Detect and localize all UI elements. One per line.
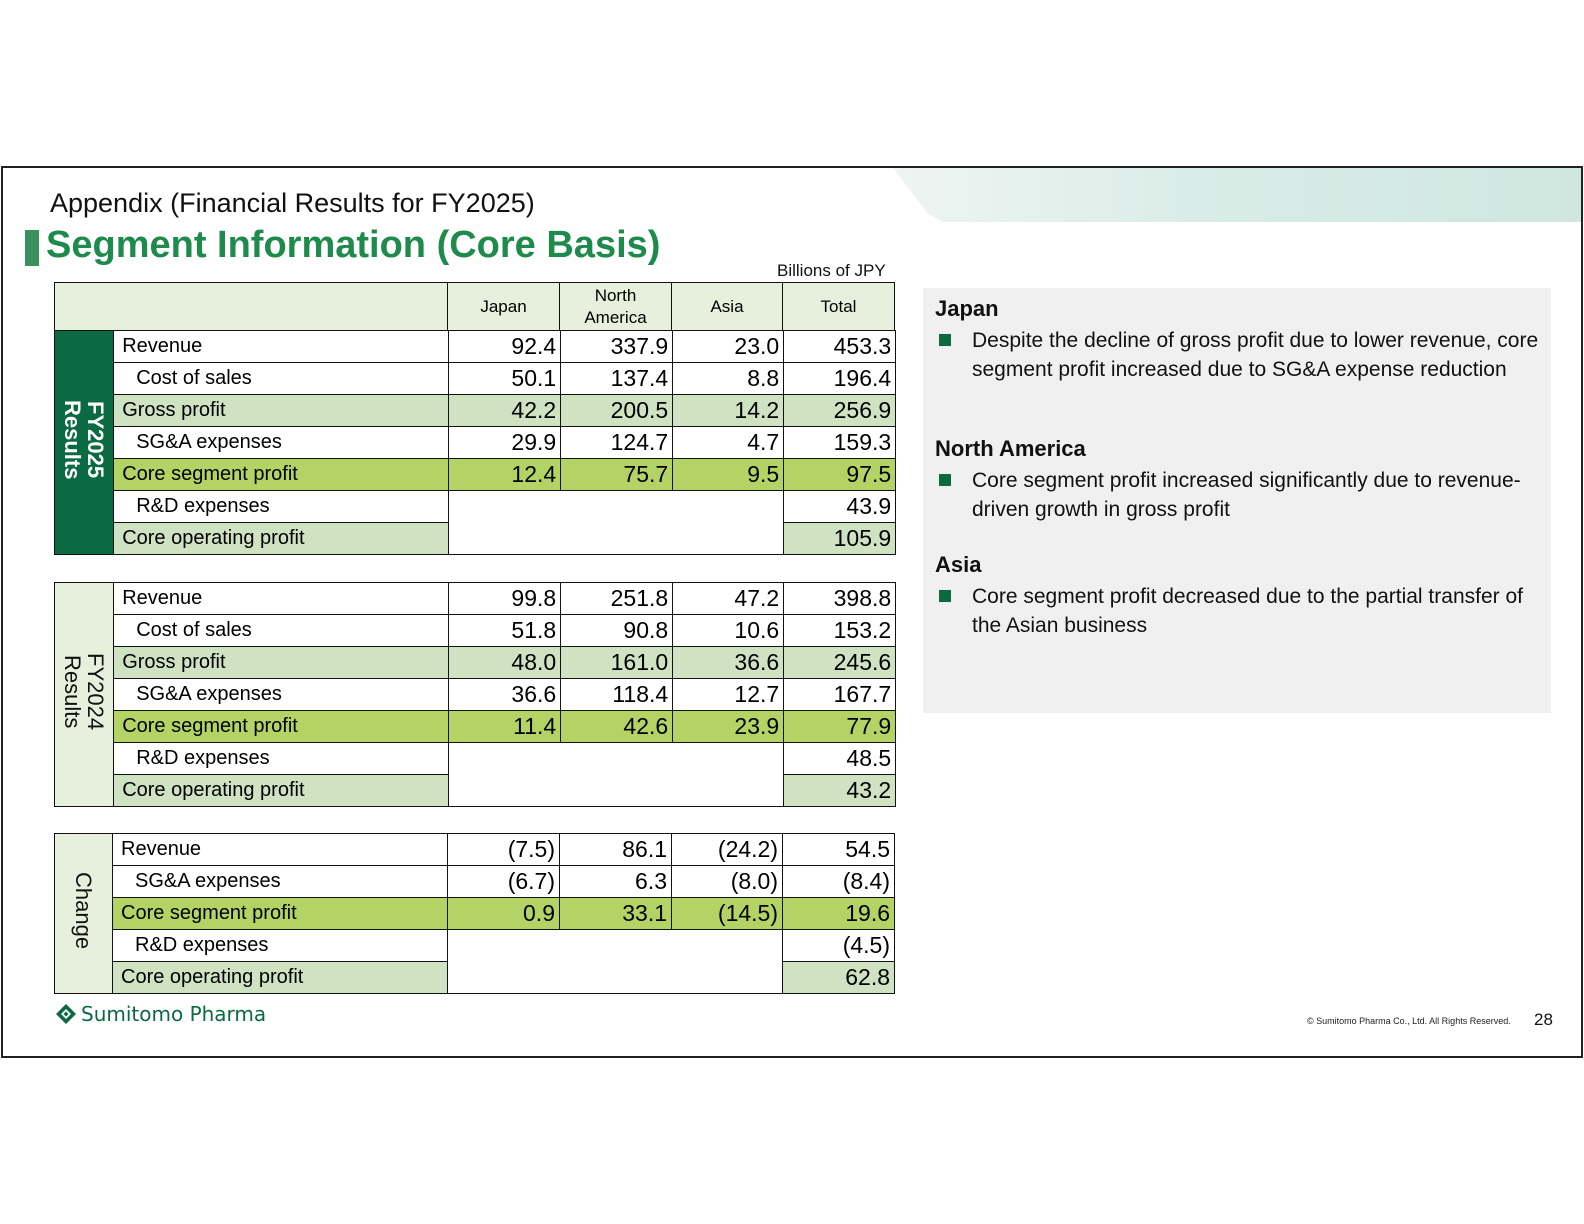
segment-table-change (54, 833, 895, 994)
value-cell-japan: (6.7) (448, 866, 560, 898)
value-cell-asia: (24.2) (672, 834, 783, 866)
table-row (55, 583, 896, 615)
value-cell-north-america: 86.1 (560, 834, 672, 866)
row-label-revenue: Revenue (114, 583, 449, 615)
square-bullet-icon (939, 590, 951, 602)
value-cell-asia: 36.6 (673, 647, 784, 679)
value-cell-japan: 50.1 (449, 363, 561, 395)
slide (1, 166, 1583, 1058)
table-row (55, 930, 895, 962)
value-cell-total: 153.2 (784, 615, 896, 647)
row-label-r-d-expenses: R&D expenses (114, 491, 449, 523)
value-cell-asia: 10.6 (673, 615, 784, 647)
row-label-core-segment-profit: Core segment profit (114, 711, 449, 743)
value-cell-japan: 92.4 (449, 331, 561, 363)
value-cell-north-america: 161.0 (561, 647, 673, 679)
note-bullet-item (935, 326, 1539, 384)
value-cell-total: 77.9 (784, 711, 896, 743)
value-cell-total: 48.5 (784, 743, 896, 775)
note-japan (935, 296, 1539, 384)
row-label-cost-of-sales: Cost of sales (114, 363, 449, 395)
row-label-revenue: Revenue (114, 331, 449, 363)
value-cell-total: 167.7 (784, 679, 896, 711)
value-cell-asia: 23.9 (673, 711, 784, 743)
table-row (55, 743, 896, 775)
note-heading: North America (935, 436, 1086, 461)
row-label-revenue: Revenue (113, 834, 448, 866)
value-cell-japan: 12.4 (449, 459, 561, 491)
row-label-core-operating-profit: Core operating profit (114, 523, 449, 555)
value-cell-asia: 14.2 (673, 395, 784, 427)
section-label: FY2025 Results (60, 399, 109, 480)
section-label-cell (55, 834, 113, 994)
note-asia (935, 552, 1539, 640)
logo-diamond-icon (55, 1003, 77, 1025)
value-cell-north-america: 200.5 (561, 395, 673, 427)
page-number: 28 (1534, 1010, 1553, 1029)
value-cell-asia: (8.0) (672, 866, 783, 898)
value-cell-total: 196.4 (784, 363, 896, 395)
row-label-gross-profit: Gross profit (114, 647, 449, 679)
table-row (55, 615, 896, 647)
note-heading: Asia (935, 552, 982, 577)
section-label: FY2024 Results (60, 652, 109, 731)
segment-table-fy2025-results (54, 330, 896, 555)
value-cell-japan: 0.9 (448, 898, 560, 930)
copyright-notice: © Sumitomo Pharma Co., Ltd. All Rights Reserved. (1307, 1016, 1511, 1026)
page-subtitle: Appendix (Financial Results for FY2025) (50, 188, 535, 218)
table-row (55, 427, 896, 459)
table-row (55, 395, 896, 427)
table-row (55, 711, 896, 743)
square-bullet-icon (939, 334, 951, 346)
units-label: Billions of JPY (777, 261, 886, 280)
value-cell-asia: 23.0 (673, 331, 784, 363)
empty-merged-cell (448, 930, 783, 994)
value-cell-total: 62.8 (783, 962, 895, 994)
value-cell-north-america: 75.7 (561, 459, 673, 491)
value-cell-asia: 4.7 (673, 427, 784, 459)
segment-table-fy2024-results (54, 582, 896, 807)
table-row (55, 331, 896, 363)
value-cell-north-america: 118.4 (561, 679, 673, 711)
value-cell-asia: 8.8 (673, 363, 784, 395)
row-label-core-operating-profit: Core operating profit (113, 962, 448, 994)
value-cell-total: 256.9 (784, 395, 896, 427)
note-north-america (935, 436, 1539, 524)
column-header-asia: Asia (672, 283, 783, 331)
value-cell-total: 398.8 (784, 583, 896, 615)
row-label-r-d-expenses: R&D expenses (113, 930, 448, 962)
value-cell-total: 245.6 (784, 647, 896, 679)
row-label-core-operating-profit: Core operating profit (114, 775, 449, 807)
table-row (55, 834, 895, 866)
value-cell-total: 159.3 (784, 427, 896, 459)
value-cell-north-america: 33.1 (560, 898, 672, 930)
row-label-core-segment-profit: Core segment profit (113, 898, 448, 930)
logo-text: Sumitomo Pharma (81, 1002, 267, 1026)
value-cell-asia: 47.2 (673, 583, 784, 615)
page-title: Segment Information (Core Basis) (46, 224, 661, 266)
decorative-band (893, 168, 1583, 222)
note-text: Core segment profit decreased due to the partial transfer of the Asian business (972, 585, 1523, 637)
row-label-sg-a-expenses: SG&A expenses (114, 427, 449, 459)
value-cell-north-america: 6.3 (560, 866, 672, 898)
note-bullet-item (935, 466, 1539, 524)
value-cell-japan: 99.8 (449, 583, 561, 615)
table-row (55, 679, 896, 711)
company-logo (55, 1002, 266, 1026)
title-accent-bar (25, 230, 39, 266)
value-cell-north-america: 42.6 (561, 711, 673, 743)
row-label-gross-profit: Gross profit (114, 395, 449, 427)
section-label-cell (55, 583, 114, 807)
value-cell-asia: 9.5 (673, 459, 784, 491)
note-bullet-item (935, 582, 1539, 640)
header-blank-cell (55, 283, 448, 331)
table-row (55, 898, 895, 930)
row-label-cost-of-sales: Cost of sales (114, 615, 449, 647)
table-row (55, 866, 895, 898)
section-label: Change (71, 871, 97, 950)
value-cell-north-america: 251.8 (561, 583, 673, 615)
column-header-japan: Japan (448, 283, 560, 331)
empty-merged-cell (449, 491, 784, 555)
empty-merged-cell (449, 743, 784, 807)
value-cell-total: 19.6 (783, 898, 895, 930)
table-row (55, 459, 896, 491)
column-header-total: Total (783, 283, 895, 331)
note-text: Core segment profit increased significantly due to revenue-driven growth in gross profit (972, 469, 1521, 521)
table-row (55, 647, 896, 679)
row-label-r-d-expenses: R&D expenses (114, 743, 449, 775)
value-cell-japan: (7.5) (448, 834, 560, 866)
value-cell-north-america: 137.4 (561, 363, 673, 395)
table-row (55, 363, 896, 395)
value-cell-north-america: 90.8 (561, 615, 673, 647)
value-cell-total: 43.2 (784, 775, 896, 807)
value-cell-north-america: 124.7 (561, 427, 673, 459)
column-header-north-america-text: North America (584, 286, 647, 327)
value-cell-total: 97.5 (784, 459, 896, 491)
note-heading: Japan (935, 296, 999, 321)
section-label-cell (55, 331, 114, 555)
row-label-sg-a-expenses: SG&A expenses (114, 679, 449, 711)
value-cell-asia: 12.7 (673, 679, 784, 711)
square-bullet-icon (939, 474, 951, 486)
row-label-core-segment-profit: Core segment profit (114, 459, 449, 491)
value-cell-japan: 48.0 (449, 647, 561, 679)
value-cell-total: 105.9 (784, 523, 896, 555)
commentary-panel (923, 288, 1551, 713)
value-cell-japan: 42.2 (449, 395, 561, 427)
value-cell-asia: (14.5) (672, 898, 783, 930)
row-label-sg-a-expenses: SG&A expenses (113, 866, 448, 898)
table-row (55, 491, 896, 523)
value-cell-japan: 29.9 (449, 427, 561, 459)
value-cell-total: 54.5 (783, 834, 895, 866)
note-text: Despite the decline of gross profit due to lower revenue, core segment profit increased due to SG&A expense reduction (972, 329, 1539, 381)
value-cell-japan: 11.4 (449, 711, 561, 743)
value-cell-japan: 36.6 (449, 679, 561, 711)
value-cell-total: (4.5) (783, 930, 895, 962)
column-header-table (54, 282, 895, 331)
column-header-north-america (560, 283, 672, 331)
value-cell-north-america: 337.9 (561, 331, 673, 363)
value-cell-total: (8.4) (783, 866, 895, 898)
value-cell-japan: 51.8 (449, 615, 561, 647)
value-cell-total: 453.3 (784, 331, 896, 363)
value-cell-total: 43.9 (784, 491, 896, 523)
